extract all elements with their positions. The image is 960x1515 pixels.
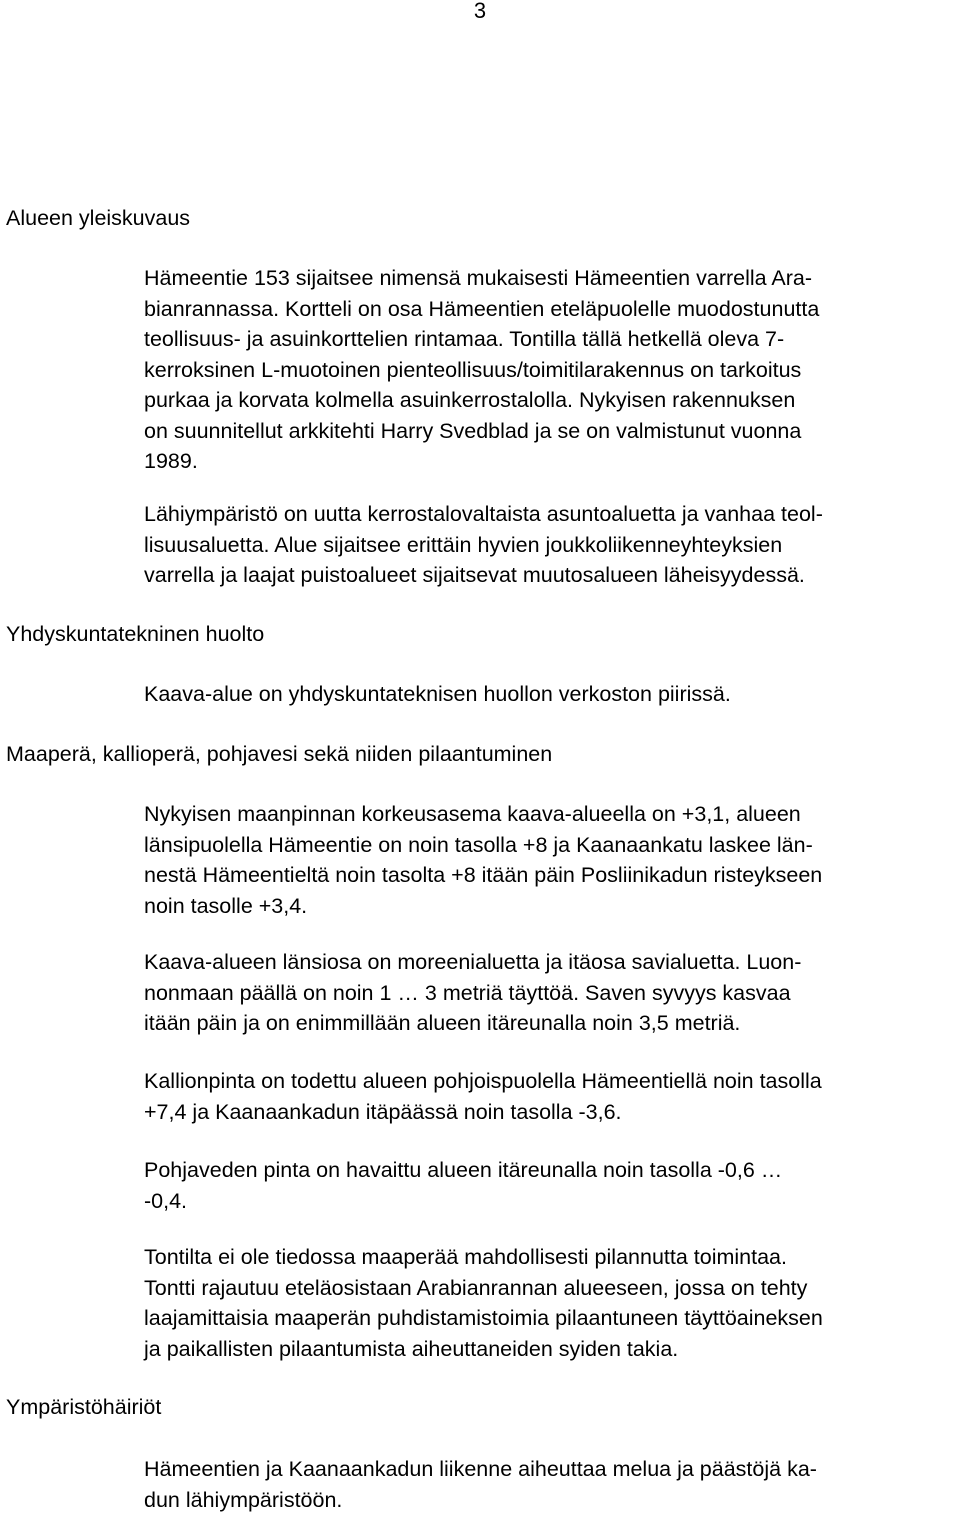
text-line: Pohjaveden pinta on havaittu alueen itäreunalla noin tasolla -0,6 … <box>144 1155 782 1186</box>
text-line: bianrannassa. Kortteli on osa Hämeentien eteläpuolelle muodostunutta <box>144 294 819 325</box>
paragraph-soil-4 <box>144 1155 782 1216</box>
text-line: Kaava-alueen länsiosa on moreenialuetta ja itäosa savialuetta. Luon- <box>144 947 801 978</box>
paragraph-environmental-disturbances <box>144 1454 817 1515</box>
paragraph-soil-1 <box>144 799 822 921</box>
text-line: lisuusaluetta. Alue sijaitsee erittäin hyvien joukkoliikenneyhteyksien <box>144 530 823 561</box>
text-line: nestä Hämeentieltä noin tasolta +8 itään päin Posliinikadun risteykseen <box>144 860 822 891</box>
paragraph-soil-5 <box>144 1242 823 1364</box>
paragraph-municipal-engineering <box>144 679 731 710</box>
text-line: Hämeentien ja Kaanaankadun liikenne aiheuttaa melua ja päästöjä ka- <box>144 1454 817 1485</box>
paragraph-area-overview-2 <box>144 499 823 591</box>
text-line: laajamittaisia maaperän puhdistamistoimia pilaantuneen täyttöaineksen <box>144 1303 823 1334</box>
paragraph-soil-3 <box>144 1066 822 1127</box>
section-heading-municipal-engineering: Yhdyskuntatekninen huolto <box>6 619 264 649</box>
text-line: noin tasolle +3,4. <box>144 891 822 922</box>
text-line: nonmaan päällä on noin 1 … 3 metriä täyttöä. Saven syvyys kasvaa <box>144 978 801 1009</box>
text-line: Kallionpinta on todettu alueen pohjoispuolella Hämeentiellä noin tasolla <box>144 1066 822 1097</box>
text-line: itään päin ja on enimmillään alueen itäreunalla noin 3,5 metriä. <box>144 1008 801 1039</box>
text-line: Tontti rajautuu eteläosistaan Arabianrannan alueeseen, jossa on tehty <box>144 1273 823 1304</box>
text-line: Hämeentie 153 sijaitsee nimensä mukaisesti Hämeentien varrella Ara- <box>144 263 819 294</box>
text-line: 1989. <box>144 446 819 477</box>
text-line: Tontilta ei ole tiedossa maaperää mahdollisesti pilannutta toimintaa. <box>144 1242 823 1273</box>
text-line: kerroksinen L-muotoinen pienteollisuus/toimitilarakennus on tarkoitus <box>144 355 819 386</box>
text-line: Kaava-alue on yhdyskuntateknisen huollon verkoston piirissä. <box>144 679 731 710</box>
paragraph-area-overview-1 <box>144 263 819 477</box>
section-heading-soil-bedrock-groundwater: Maaperä, kallioperä, pohjavesi sekä niiden pilaantuminen <box>6 739 552 769</box>
text-line: -0,4. <box>144 1186 782 1217</box>
text-line: ja paikallisten pilaantumista aiheuttaneiden syiden takia. <box>144 1334 823 1365</box>
text-line: dun lähiympäristöön. <box>144 1485 817 1515</box>
text-line: varrella ja laajat puistoalueet sijaitsevat muutosalueen läheisyydessä. <box>144 560 823 591</box>
section-heading-environmental-disturbances: Ympäristöhäiriöt <box>6 1392 161 1422</box>
text-line: purkaa ja korvata kolmella asuinkerrostalolla. Nykyisen rakennuksen <box>144 385 819 416</box>
page-number: 3 <box>0 0 960 26</box>
text-line: Nykyisen maanpinnan korkeusasema kaava-alueella on +3,1, alueen <box>144 799 822 830</box>
text-line: teollisuus- ja asuinkorttelien rintamaa. Tontilla tällä hetkellä oleva 7- <box>144 324 819 355</box>
section-heading-area-overview: Alueen yleiskuvaus <box>6 203 190 233</box>
text-line: länsipuolella Hämeentie on noin tasolla +8 ja Kaanaankatu laskee län- <box>144 830 822 861</box>
text-line: +7,4 ja Kaanaankadun itäpäässä noin tasolla -3,6. <box>144 1097 822 1128</box>
text-line: on suunnitellut arkkitehti Harry Svedblad ja se on valmistunut vuonna <box>144 416 819 447</box>
text-line: Lähiympäristö on uutta kerrostalovaltaista asuntoaluetta ja vanhaa teol- <box>144 499 823 530</box>
paragraph-soil-2 <box>144 947 801 1039</box>
